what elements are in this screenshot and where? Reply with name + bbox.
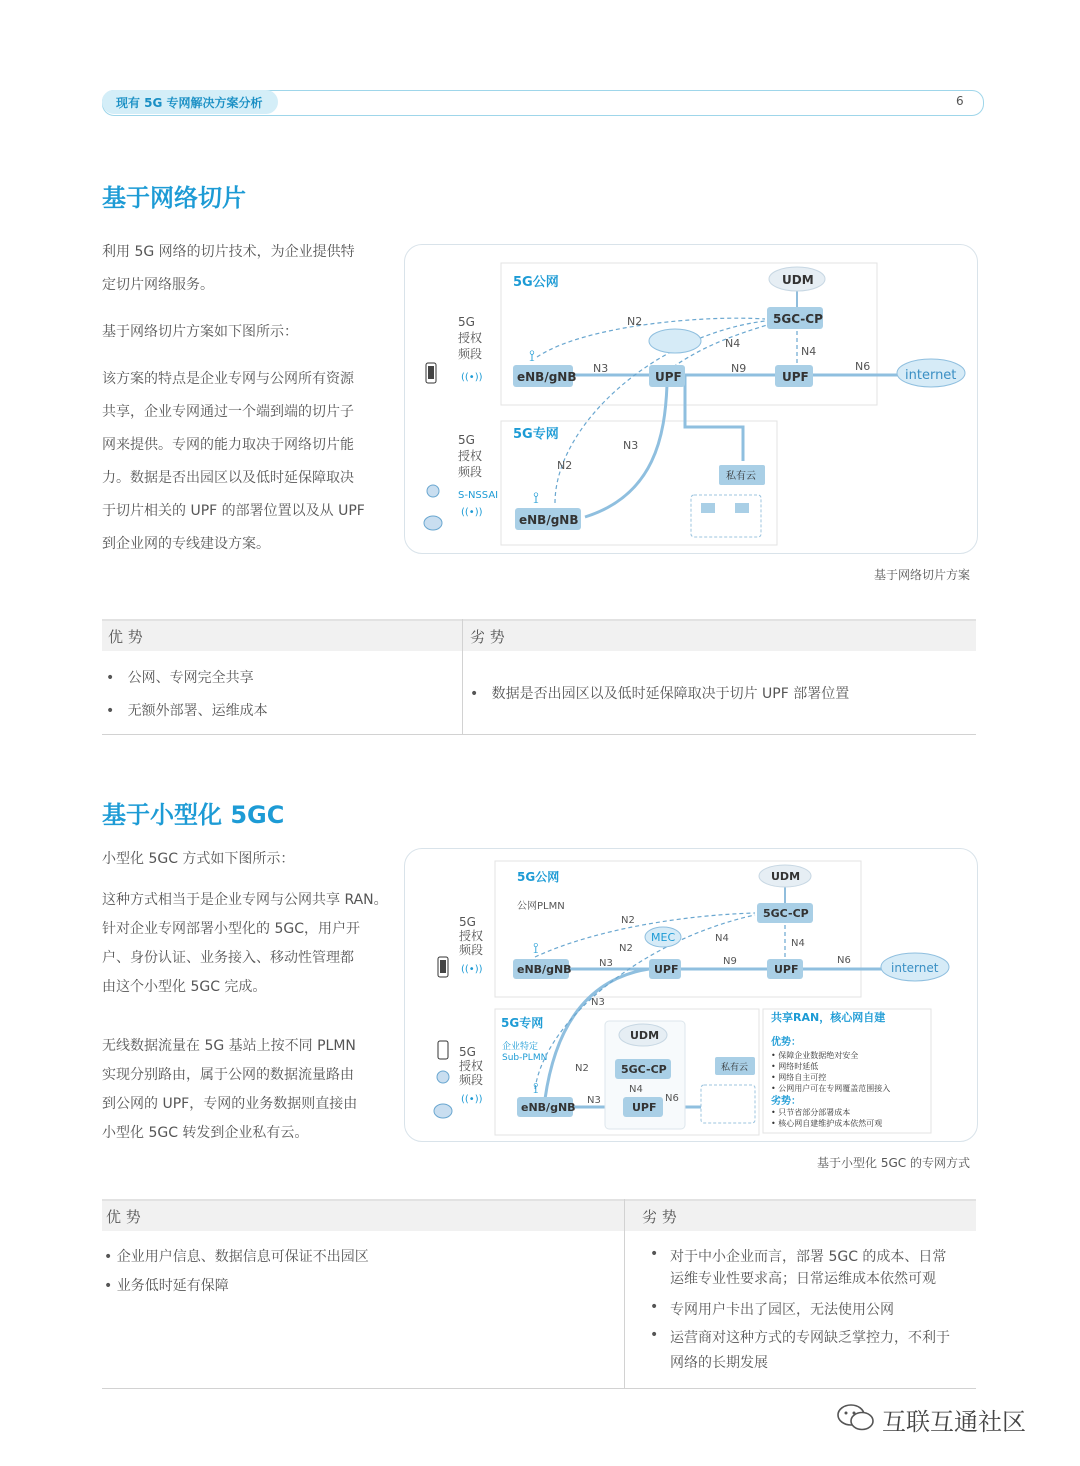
n2-label: N2 <box>619 943 633 954</box>
signal-icon: ((•)) <box>461 964 483 975</box>
section2-para-a <box>102 886 392 1002</box>
list-item-text: 网络的长期发展 <box>670 1355 768 1371</box>
private-network-label: 5G专网 <box>501 1016 544 1030</box>
table2-bottom-line <box>102 1388 976 1389</box>
section2-para-b <box>102 1032 392 1148</box>
text-line: 力。数据是否出园区以及低时延保障取决 <box>102 470 354 486</box>
n3-label: N3 <box>593 362 609 375</box>
slicing-diagram-svg <box>405 245 977 553</box>
shared-adv-title: 优势： <box>771 1037 801 1048</box>
table2-adv-header: 优 势 <box>106 1208 141 1226</box>
list-item-text: 无额外部署、运维成本 <box>127 703 268 719</box>
section1-title: 基于网络切片 <box>102 184 246 212</box>
text-line: 实现分别路由，属于公网的数据流量路由 <box>102 1067 354 1083</box>
shared-adv-item: • 网络自主可控 <box>771 1073 827 1082</box>
upf-label: UPF <box>632 1101 657 1114</box>
sub-plmn-label: Sub-PLMN <box>502 1053 548 1063</box>
band-label-line: 授权 <box>459 929 484 943</box>
n4-label: N4 <box>629 1084 643 1095</box>
gnb-label: eNB/gNB <box>521 1101 576 1114</box>
list-item: • 数据是否出园区以及低时延保障取决于切片 UPF 部署位置 <box>470 686 850 702</box>
upf-label: UPF <box>654 963 679 976</box>
n3-label: N3 <box>591 997 605 1008</box>
header-title: 现有 5G 专网解决方案分析 <box>116 96 263 110</box>
text-line: 于切片相关的 UPF 的部署位置以及从 UPF <box>102 503 365 519</box>
public-plmn-label: 公网PLMN <box>517 901 565 912</box>
n3-label: N3 <box>599 958 613 969</box>
list-item: • 业务低时延有保障 <box>104 1278 229 1294</box>
list-item-text: 专网用户卡出了园区，无法使用公网 <box>670 1302 894 1318</box>
list-item-text: 公网、专网完全共享 <box>127 670 254 686</box>
slicing-diagram <box>404 244 978 554</box>
n4-label: N4 <box>715 933 729 944</box>
text-line: 这种方式相当于是企业专网与公网共享 RAN。 <box>102 892 388 908</box>
gnb-label: eNB/gNB <box>517 370 577 384</box>
band-label-line: 5G <box>458 433 475 447</box>
figure-caption: 基于小型化 5GC 的专网方式 <box>817 1156 970 1170</box>
upf-label: UPF <box>774 963 799 976</box>
list-item-text: 运营商对这种方式的专网缺乏掌控力，不利于 <box>670 1330 950 1346</box>
robot-arm-icon <box>427 485 439 497</box>
phone-icon <box>438 1041 448 1059</box>
public-network-label: 5G公网 <box>513 275 559 290</box>
table1-header-row <box>102 619 976 651</box>
shared-ran-title: 共享RAN，核心网自建 <box>771 1011 886 1024</box>
monitor-icon <box>735 503 749 513</box>
text-line: 小型化 5GC 转发到企业私有云。 <box>102 1125 309 1141</box>
table2-header-row <box>102 1199 976 1231</box>
n6-label: N6 <box>665 1093 679 1104</box>
list-item-bullet: • <box>650 1299 659 1315</box>
list-item: • 公网、专网完全共享 <box>106 670 254 686</box>
table1-dis-header: 劣 势 <box>470 628 505 646</box>
band-label-line: 频段 <box>459 943 484 957</box>
band-label-line: 授权 <box>458 449 483 463</box>
shared-adv-item: • 公网用户可在专网覆盖范围接入 <box>771 1084 891 1093</box>
public-network-label: 5G公网 <box>517 870 560 884</box>
list-item: • 无额外部署、运维成本 <box>106 703 268 719</box>
n2-label: N2 <box>575 1063 589 1074</box>
list-item: • 企业用户信息、数据信息可保证不出园区 <box>104 1249 369 1265</box>
band-label-line: 授权 <box>459 1059 484 1073</box>
shared-adv-item: • 保障企业数据绝对安全 <box>771 1051 859 1060</box>
shared-dis-item: • 核心网自建维护成本依然可观 <box>771 1119 883 1128</box>
watermark-text: 互联互通社区 <box>882 1408 1026 1436</box>
upf-label: UPF <box>655 370 682 384</box>
antenna-icon: ⟟ <box>533 1079 539 1097</box>
cp-label: 5GC-CP <box>763 907 809 920</box>
snssai-label: S-NSSAI <box>458 490 499 501</box>
table1-divider <box>462 619 463 734</box>
list-item-text: 企业用户信息、数据信息可保证不出园区 <box>116 1249 369 1265</box>
table2-dis-header: 劣 势 <box>642 1208 677 1226</box>
n2-label: N2 <box>627 315 643 328</box>
n6-label: N6 <box>855 360 871 373</box>
udm-label: UDM <box>771 870 801 883</box>
text-line: 共享，企业专网通过一个端到端的切片子 <box>102 404 354 420</box>
cp-label: 5GC-CP <box>773 312 823 326</box>
signal-icon: ((•)) <box>461 1094 483 1105</box>
text-line: 网来提供。专网的能力取决于网络切片能 <box>102 437 354 453</box>
list-item-text: 运维专业性要求高；日常运维成本依然可观 <box>670 1271 936 1287</box>
page-number: 6 <box>956 94 964 108</box>
text-line: 户、身份认证、业务接入、移动性管理都 <box>102 950 354 966</box>
antenna-icon: ⟟ <box>529 346 535 365</box>
table1-bottom-line <box>102 734 976 735</box>
upf-label: UPF <box>782 370 809 384</box>
gnb-label: eNB/gNB <box>517 963 572 976</box>
phone-screen-icon <box>428 366 434 379</box>
band-label-line: 5G <box>459 915 476 929</box>
wechat-icon-svg <box>836 1402 876 1432</box>
text-line: 利用 5G 网络的切片技术，为企业提供特 <box>102 244 355 260</box>
sub-plmn-label: 企业特定 <box>502 1042 539 1052</box>
text-line: 针对企业专网部署小型化的 5GC，用户开 <box>102 921 360 937</box>
band-label-line: 频段 <box>458 465 483 479</box>
signal-icon: ((•)) <box>461 372 483 383</box>
list-item-text: 对于中小企业而言，部署 5GC 的成本、日常 <box>670 1249 947 1265</box>
text-line: 无线数据流量在 5G 基站上按不同 PLMN <box>102 1038 356 1054</box>
udm-label: UDM <box>630 1029 660 1042</box>
n3-label: N3 <box>623 439 639 452</box>
vr-headset-icon <box>424 516 442 530</box>
internet-label: internet <box>905 368 957 383</box>
private-cloud-label: 私有云 <box>721 1063 749 1073</box>
antenna-icon: ⟟ <box>533 488 539 507</box>
text-line: 由这个小型化 5GC 完成。 <box>102 979 267 995</box>
text-line: 该方案的特点是企业专网与公网所有资源 <box>102 371 354 387</box>
wechat-icon <box>836 1402 876 1432</box>
mec-label: MEC <box>651 931 676 944</box>
band-label-line: 频段 <box>459 1073 484 1087</box>
private-network-label: 5G专网 <box>513 427 559 442</box>
n9-label: N9 <box>723 956 737 967</box>
mini-5gc-diagram-svg <box>405 849 977 1141</box>
mini-5gc-diagram <box>404 848 978 1142</box>
antenna-icon: ⟟ <box>533 939 539 957</box>
enterprise-devices-icon <box>691 495 761 537</box>
table2-divider <box>624 1199 625 1388</box>
figure-caption: 基于网络切片方案 <box>874 568 971 582</box>
shared-dis-title: 劣势： <box>771 1096 801 1107</box>
signal-icon: ((•)) <box>461 507 483 518</box>
list-item-bullet: • <box>650 1327 659 1343</box>
cloud-icon <box>649 329 701 353</box>
n4-label: N4 <box>801 345 817 358</box>
n6-label: N6 <box>837 955 851 966</box>
table1-adv-header: 优 势 <box>108 628 143 646</box>
band-label-line: 授权 <box>458 331 483 345</box>
cp-label: 5GC-CP <box>621 1063 667 1076</box>
internet-label: internet <box>891 961 939 975</box>
phone-screen-icon <box>440 960 446 973</box>
n2-label: N2 <box>557 459 573 472</box>
n9-label: N9 <box>731 362 747 375</box>
list-item-bullet: • <box>650 1246 659 1262</box>
robot-arm-icon <box>437 1071 449 1083</box>
enterprise-devices-icon <box>701 1085 755 1123</box>
monitor-icon <box>701 503 715 513</box>
section2-title: 基于小型化 5GC <box>102 801 285 829</box>
text-line: 基于网络切片方案如下图所示： <box>102 324 298 340</box>
n4-label: N4 <box>725 337 741 350</box>
gnb-label: eNB/gNB <box>519 513 579 527</box>
n2-label: N2 <box>621 915 635 926</box>
section2-intro: 小型化 5GC 方式如下图所示： <box>102 851 295 867</box>
vr-headset-icon <box>434 1104 452 1118</box>
text-line: 到公网的 UPF，专网的业务数据则直接由 <box>102 1096 358 1112</box>
band-label-line: 频段 <box>458 347 483 361</box>
text-line: 到企业网的专线建设方案。 <box>102 536 270 552</box>
band-label-line: 5G <box>459 1045 476 1059</box>
text-line: 定切片网络服务。 <box>102 277 214 293</box>
shared-adv-item: • 网络时延低 <box>771 1062 819 1071</box>
list-item-text: 数据是否出园区以及低时延保障取决于切片 UPF 部署位置 <box>491 686 850 702</box>
udm-label: UDM <box>782 273 814 287</box>
n4-label: N4 <box>791 938 805 949</box>
list-item-text: 业务低时延有保障 <box>116 1278 229 1294</box>
shared-dis-item: • 只节省部分部署成本 <box>771 1108 851 1117</box>
private-cloud-label: 私有云 <box>726 471 756 482</box>
band-label-line: 5G <box>458 315 475 329</box>
section1-text <box>102 236 392 561</box>
n3-label: N3 <box>587 1095 601 1106</box>
